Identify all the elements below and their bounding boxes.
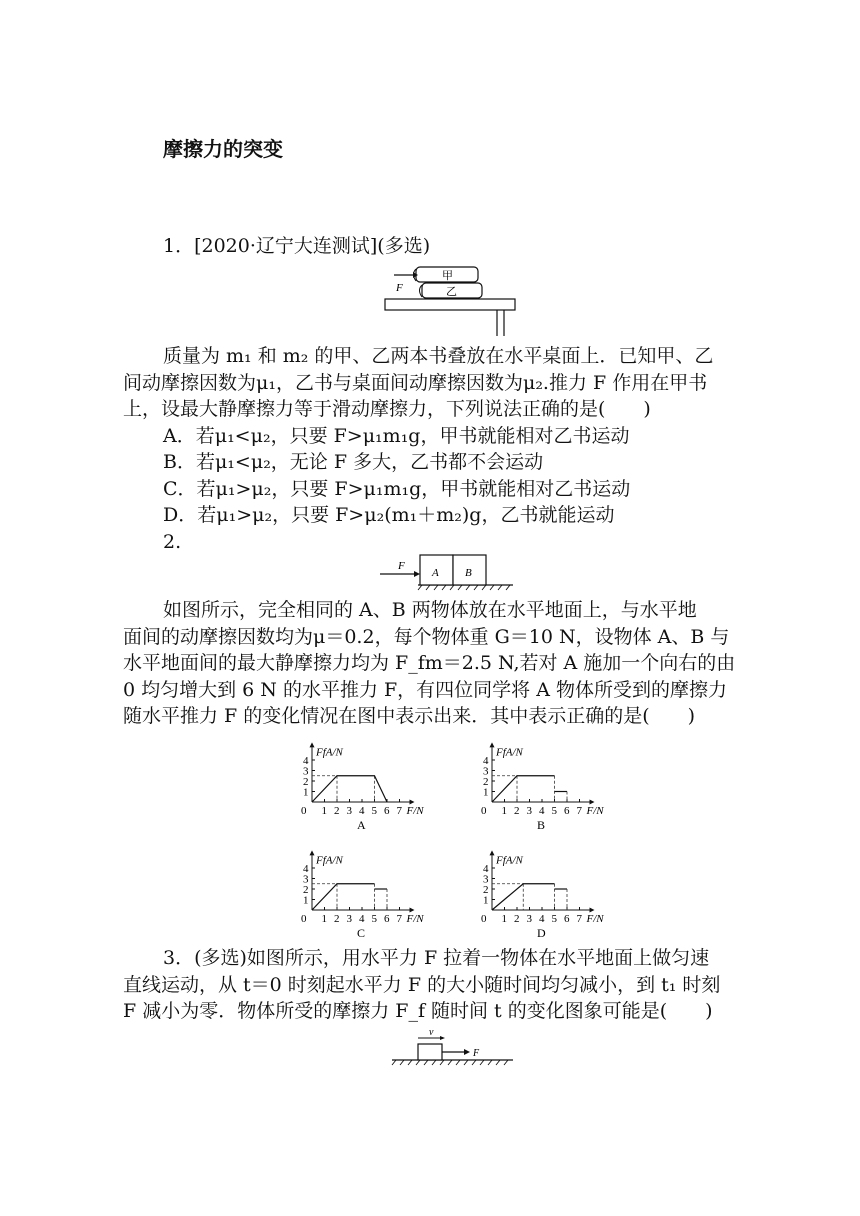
q2-line: 0 均匀增大到 6 N 的水平推力 F，有四位同学将 A 物体所受到的摩擦力 bbox=[123, 678, 727, 701]
x-tick-label: 7 bbox=[576, 913, 582, 925]
x-tick-label: 5 bbox=[371, 805, 377, 817]
x-axis-label: F/N bbox=[586, 805, 604, 817]
y-tick-label: 1 bbox=[483, 786, 489, 799]
graph-caption: C bbox=[357, 926, 366, 938]
friction-curve bbox=[492, 776, 555, 802]
x-tick-label: 2 bbox=[514, 913, 520, 925]
q1-top-book-label: 甲 bbox=[442, 270, 453, 282]
x-tick-label: 4 bbox=[359, 805, 365, 817]
q1-line: 质量为 m₁ 和 m₂ 的甲、乙两本书叠放在水平桌面上．已知甲、乙 bbox=[163, 345, 714, 367]
x-tick-label: 2 bbox=[334, 805, 340, 817]
x-tick-label: 1 bbox=[321, 913, 327, 925]
x-tick-label: 3 bbox=[526, 805, 532, 817]
question-1-header-text: 1．[2020·辽宁大连测试](多选) bbox=[163, 235, 431, 257]
y-axis-label: FfA/N bbox=[496, 746, 523, 759]
x-tick-label: 6 bbox=[384, 913, 390, 925]
y-axis-label: FfA/N bbox=[316, 746, 343, 759]
question-3-figure bbox=[388, 1026, 518, 1070]
origin-label: 0 bbox=[301, 913, 307, 925]
y-tick-label: 3 bbox=[303, 765, 309, 778]
y-axis-label: FfA/N bbox=[316, 854, 343, 867]
q2-number: 2. bbox=[163, 531, 182, 553]
origin-label: 0 bbox=[301, 805, 307, 817]
y-tick-label: 1 bbox=[303, 786, 309, 799]
x-tick-label: 6 bbox=[564, 913, 570, 925]
x-tick-label: 1 bbox=[321, 805, 327, 817]
section-title: 摩擦力的突变 bbox=[163, 137, 283, 161]
x-axis-label: F/N bbox=[586, 913, 604, 925]
q3-line: 3．(多选)如图所示，用水平力 F 拉着一物体在水平地面上做匀速 bbox=[163, 947, 710, 969]
x-axis-arrow bbox=[410, 800, 415, 805]
question-1-header bbox=[123, 233, 743, 260]
x-tick-label: 7 bbox=[396, 913, 402, 925]
x-axis-arrow bbox=[590, 800, 595, 805]
q2-line: 面间的动摩擦因数均为μ＝0.2，每个物体重 G＝10 N，设物体 A、B 与 bbox=[123, 625, 730, 648]
x-axis-arrow bbox=[410, 908, 415, 913]
q1-line: 上，设最大静摩擦力等于滑动摩擦力，下列说法正确的是( ) bbox=[123, 398, 651, 420]
q1-line: 间动摩擦因数为μ₁，乙书与桌面间动摩擦因数为μ₂.推力 F 作用在甲书 bbox=[123, 371, 708, 394]
y-tick-label: 4 bbox=[303, 863, 309, 875]
q2-graph-d bbox=[470, 838, 800, 938]
y-axis-label: FfA/N bbox=[496, 854, 523, 867]
question-1-figure bbox=[380, 264, 520, 338]
x-tick-label: 7 bbox=[396, 805, 402, 817]
y-tick-label: 4 bbox=[483, 863, 489, 875]
question-2-number-row bbox=[123, 529, 743, 556]
x-tick-label: 7 bbox=[576, 805, 582, 817]
x-tick-label: 4 bbox=[359, 913, 365, 925]
x-tick-label: 5 bbox=[371, 913, 377, 925]
y-tick-label: 1 bbox=[483, 894, 489, 907]
x-axis-arrow bbox=[590, 908, 595, 913]
q2-block-b-label: B bbox=[465, 567, 472, 579]
question-2-body bbox=[123, 597, 743, 730]
q3-force-label: F bbox=[473, 1048, 480, 1059]
y-tick-label: 2 bbox=[483, 884, 489, 896]
y-tick-label: 2 bbox=[303, 776, 309, 788]
friction-curve bbox=[312, 776, 387, 802]
x-tick-label: 6 bbox=[564, 805, 570, 817]
x-tick-label: 5 bbox=[551, 913, 557, 925]
q1-option-c: C．若μ₁>μ₂，只要 F>μ₁m₁g，甲书就能相对乙书运动 bbox=[163, 477, 631, 500]
x-tick-label: 3 bbox=[346, 805, 352, 817]
graph-caption: A bbox=[357, 818, 366, 830]
q2-block-a-label: A bbox=[432, 567, 439, 579]
graph-caption: D bbox=[537, 926, 546, 938]
y-axis-arrow bbox=[310, 742, 315, 747]
q2-graph-b bbox=[470, 730, 800, 830]
q2-line: 水平地面间的最大静摩擦力均为 F_fm＝2.5 N,若对 A 施加一个向右的由 bbox=[123, 652, 736, 674]
q1-option-a: A．若μ₁<μ₂，只要 F>μ₁m₁g，甲书就能相对乙书运动 bbox=[163, 424, 630, 447]
y-tick-label: 2 bbox=[303, 884, 309, 896]
y-tick-label: 3 bbox=[303, 873, 309, 886]
q1-bottom-book-label: 乙 bbox=[446, 286, 457, 298]
origin-label: 0 bbox=[481, 805, 487, 817]
x-axis-label: F/N bbox=[406, 913, 424, 925]
question-3-body bbox=[123, 945, 743, 1025]
q1-option-d: D．若μ₁>μ₂，只要 F>μ₂(m₁＋m₂)g，乙书就能运动 bbox=[163, 504, 615, 526]
x-tick-label: 4 bbox=[539, 913, 545, 925]
question-1-body bbox=[123, 343, 743, 529]
graph-caption: B bbox=[537, 818, 546, 830]
q3-line: 直线运动，从 t＝0 时刻起水平力 F 的大小随时间均匀减小，到 t₁ 时刻 bbox=[123, 973, 721, 996]
q2-line: 如图所示，完全相同的 A、B 两物体放在水平地面上，与水平地 bbox=[163, 599, 697, 621]
y-axis-arrow bbox=[490, 742, 495, 747]
x-tick-label: 2 bbox=[514, 805, 520, 817]
x-tick-label: 2 bbox=[334, 913, 340, 925]
x-tick-label: 3 bbox=[346, 913, 352, 925]
q2-force-label: F bbox=[398, 560, 405, 572]
x-tick-label: 6 bbox=[384, 805, 390, 817]
y-tick-label: 3 bbox=[483, 873, 489, 886]
q2-line: 随水平推力 F 的变化情况在图中表示出来．其中表示正确的是( ) bbox=[123, 705, 696, 727]
y-tick-label: 2 bbox=[483, 776, 489, 788]
y-tick-label: 4 bbox=[303, 755, 309, 767]
x-tick-label: 1 bbox=[501, 913, 507, 925]
origin-label: 0 bbox=[481, 913, 487, 925]
question-2-figure bbox=[378, 554, 528, 592]
y-axis-arrow bbox=[310, 850, 315, 855]
y-tick-label: 1 bbox=[303, 894, 309, 907]
x-tick-label: 3 bbox=[526, 913, 532, 925]
y-axis-arrow bbox=[490, 850, 495, 855]
x-axis-label: F/N bbox=[406, 805, 424, 817]
x-tick-label: 5 bbox=[551, 805, 557, 817]
q1-force-label: F bbox=[396, 282, 403, 294]
q3-line: F 减小为零．物体所受的摩擦力 F_f 随时间 t 的变化图象可能是( ) bbox=[123, 1000, 713, 1022]
q3-velocity-label: v bbox=[429, 1027, 434, 1038]
x-tick-label: 4 bbox=[539, 805, 545, 817]
q1-option-b: B．若μ₁<μ₂，无论 F 多大，乙书都不会运动 bbox=[163, 451, 544, 473]
friction-curve bbox=[312, 884, 375, 910]
y-tick-label: 3 bbox=[483, 765, 489, 778]
y-tick-label: 4 bbox=[483, 755, 489, 767]
x-tick-label: 1 bbox=[501, 805, 507, 817]
